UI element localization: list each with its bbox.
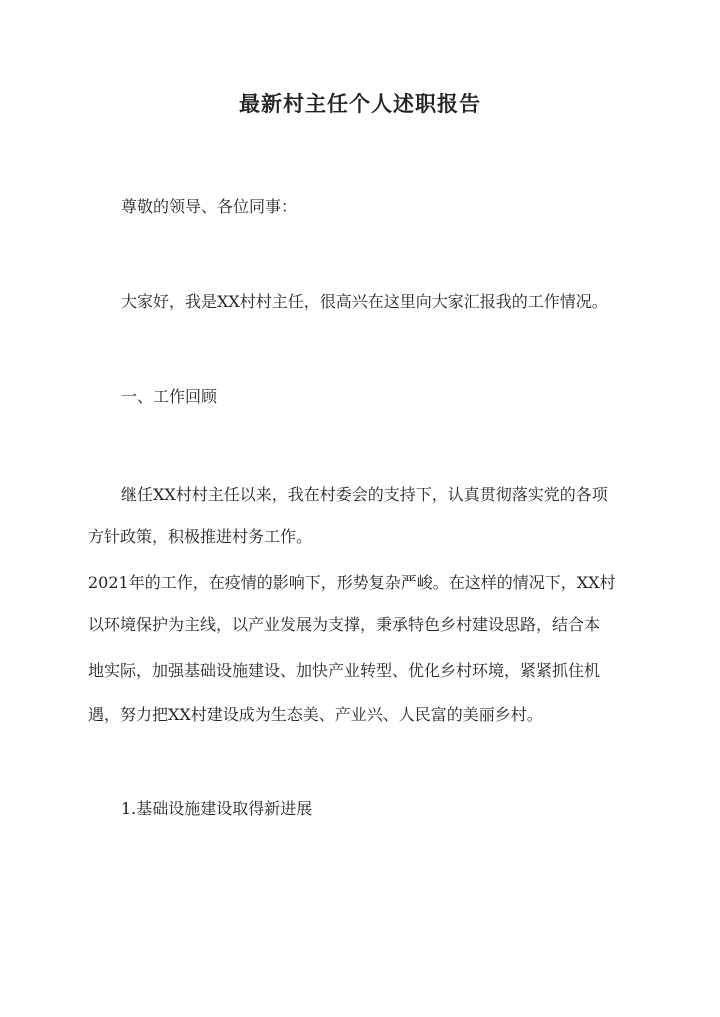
document-title: 最新村主任个人述职报告 [239,91,481,116]
section-heading: 一、工作回顾 [121,387,218,406]
intro-paragraph: 大家好，我是XX村村主任，很高兴在这里向大家汇报我的工作情况。 [121,292,608,311]
paragraph-line: 2021年的工作，在疫情的影响下，形势复杂严峻。在这样的情况下，XX村 [88,573,616,592]
paragraph-line: 遇，努力把XX村建设成为生态美、产业兴、人民富的美丽乡村。 [88,705,543,724]
paragraph-line: 地实际，加强基础设施建设、加快产业转型、优化乡村环境，紧紧抓住机 [88,661,601,680]
paragraph-line: 继任XX村村主任以来，我在村委会的支持下，认真贯彻落实党的各项 [121,485,608,504]
paragraph-line: 方针政策，积极推进村务工作。 [88,527,313,546]
paragraph-line: 以环境保护为主线，以产业发展为支撑，秉承特色乡村建设思路，结合本 [88,615,601,634]
subheading: 1.基础设施建设取得新进展 [121,799,313,818]
greeting: 尊敬的领导、各位同事： [121,197,298,216]
